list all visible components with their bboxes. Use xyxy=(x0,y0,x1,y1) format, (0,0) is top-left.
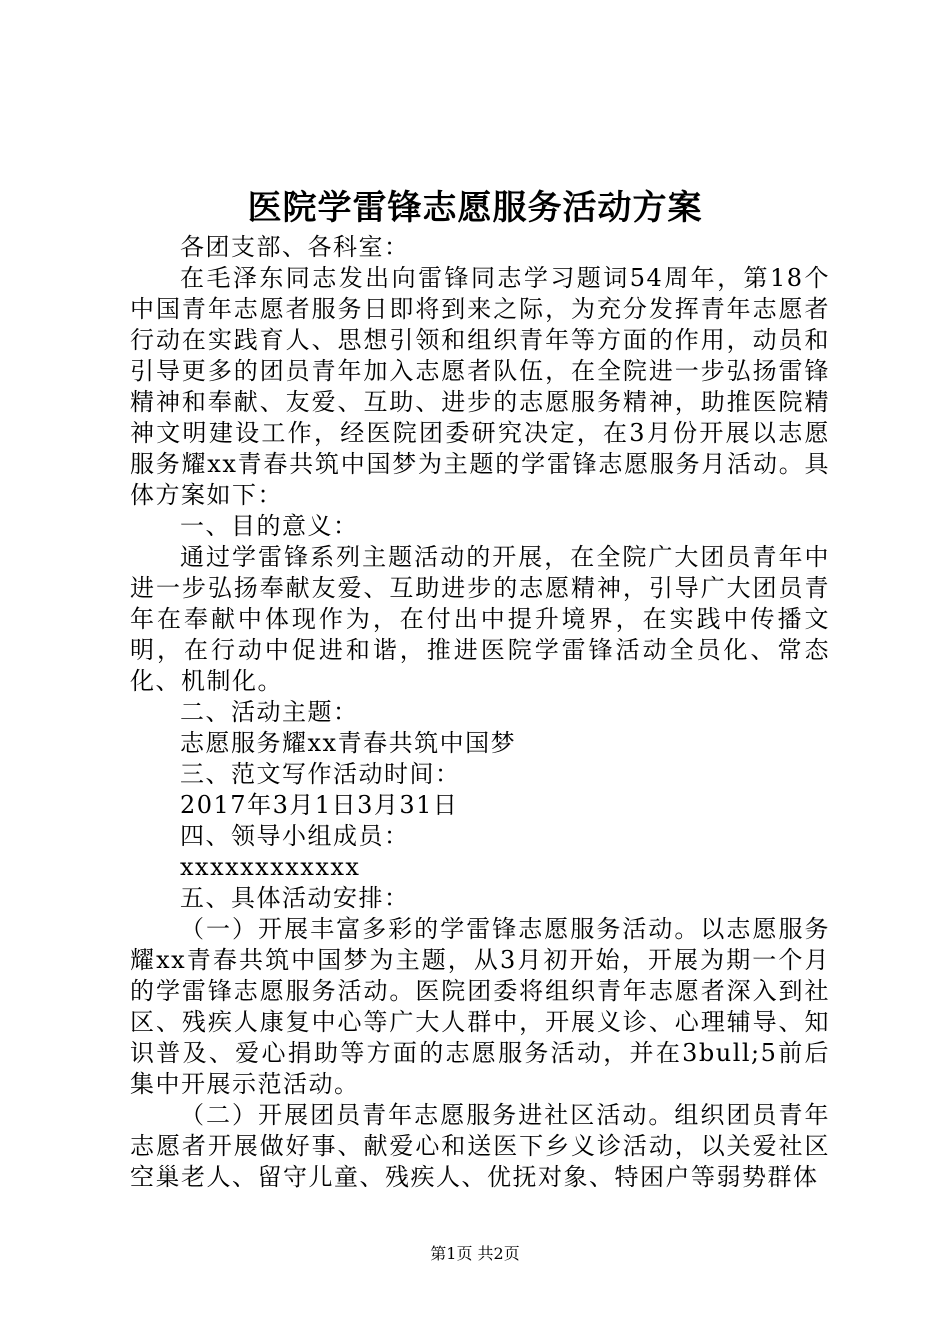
leaders-text: xxxxxxxxxxxx xyxy=(180,853,361,881)
arrangement-paragraph-2: （二）开展团员青年志愿服务进社区活动。组织团员青年志愿者开展做好事、献爱心和送医下乡义诊活动，以关爱社区空巢老人、留守儿童、残疾人、优抚对象、特困户等弱势群体 xyxy=(130,1101,830,1191)
section-heading-theme: 二、活动主题： xyxy=(180,698,359,726)
intro-paragraph: 在毛泽东同志发出向雷锋同志学习题词54周年，第18个中国青年志愿者服务日即将到来之际，为充分发挥青年志愿者行动在实践育人、思想引领和组织青年等方面的作用，动员和引导更多的团员青年加入志愿者队伍，在全院进一步弘扬雷锋精神和奉献、友爱、互助、进步的志愿服务精神，助推医院精神文明建设工作，经医院团委研究决定，在3月份开展以志愿服务耀xx青春共筑中国梦为主题的学雷锋志愿服务月活动。具体方案如下： xyxy=(130,264,830,509)
purpose-paragraph: 通过学雷锋系列主题活动的开展，在全院广大团员青年中进一步弘扬奉献友爱、互助进步的志愿精神，引导广大团员青年在奉献中体现作为，在付出中提升境界，在实践中传播文明，在行动中促进和谐，推进医院学雷锋活动全员化、常态化、机制化。 xyxy=(130,543,830,695)
section-heading-purpose: 一、目的意义： xyxy=(180,512,359,540)
document-title: 医院学雷锋志愿服务活动方案 xyxy=(247,188,703,228)
page-footer: 第1页 共2页 xyxy=(430,1244,520,1263)
theme-text: 志愿服务耀xx青春共筑中国梦 xyxy=(180,729,517,757)
document-body xyxy=(130,232,830,1193)
salutation: 各团支部、各科室： xyxy=(180,233,410,261)
section-heading-arrangements: 五、具体活动安排： xyxy=(180,884,410,912)
time-text: 2017年3月1日3月31日 xyxy=(180,791,459,819)
arrangement-paragraph-1: （一）开展丰富多彩的学雷锋志愿服务活动。以志愿服务耀xx青春共筑中国梦为主题，从3月初开始，开展为期一个月的学雷锋志愿服务活动。医院团委将组织青年志愿者深入到社区、残疾人康复中心等广大人群中，开展义诊、心理辅导、知识普及、爱心捐助等方面的志愿服务活动，并在3bull;5前后集中开展示范活动。 xyxy=(130,915,830,1098)
section-heading-leaders: 四、领导小组成员： xyxy=(180,822,410,850)
section-heading-time: 三、范文写作活动时间： xyxy=(180,760,461,788)
